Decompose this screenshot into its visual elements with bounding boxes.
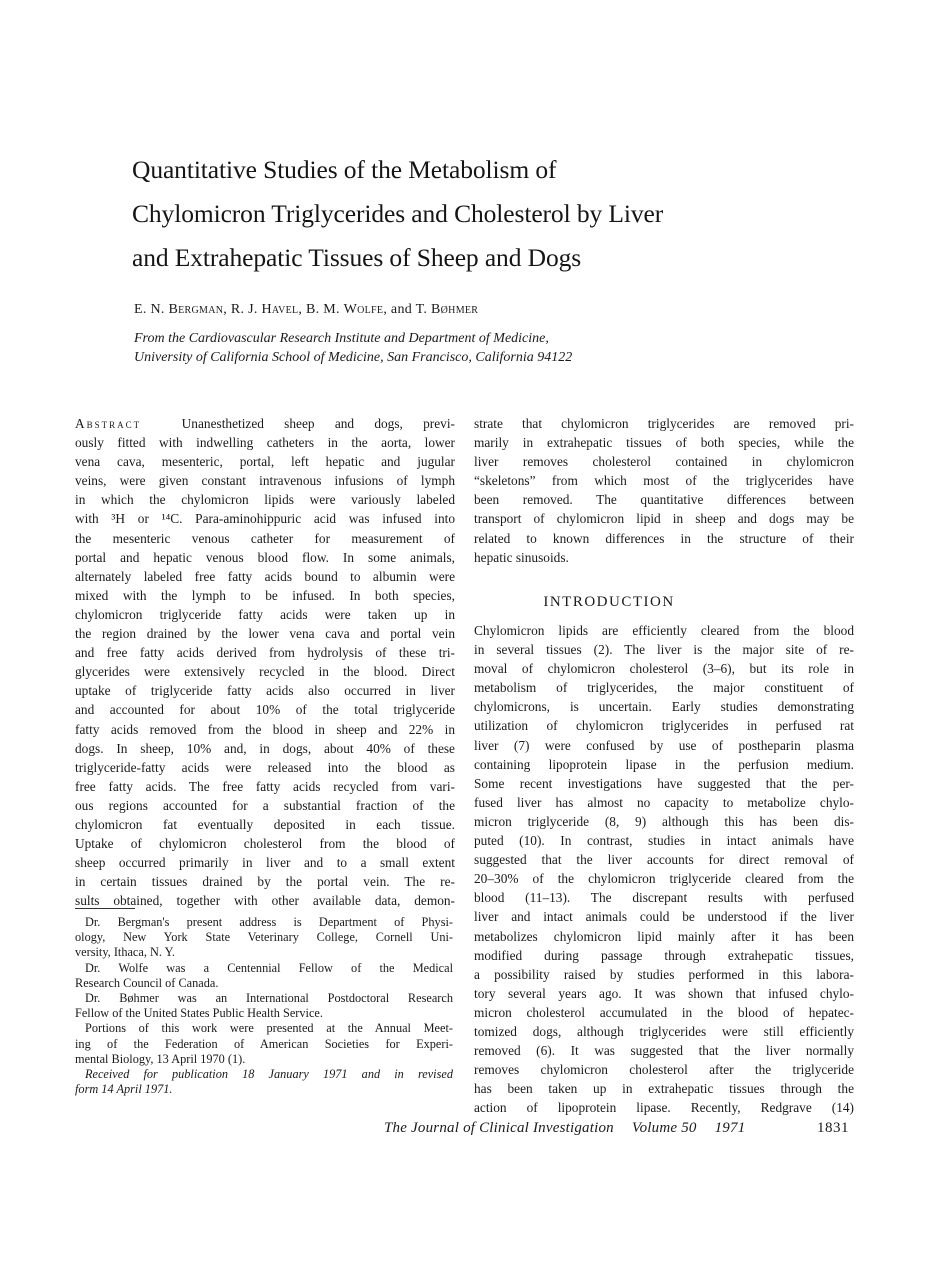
- footnote-line: ing of the Federation of American Societies for Experi-: [75, 1036, 453, 1051]
- footnote-line: Research Council of Canada.: [75, 975, 219, 990]
- abstract-line: portal and hepatic venous blood flow. In some animals,: [75, 549, 455, 565]
- body-text-line: removes chylomicron cholesterol after the triglyceride: [474, 1062, 854, 1078]
- footnote-line: Fellow of the United States Public Health Service.: [75, 1006, 323, 1021]
- abstract-left-column: [75, 414, 455, 910]
- footnote: [75, 1021, 453, 1067]
- journal-name: The Journal of Clinical Investigation: [384, 1120, 614, 1136]
- body-text-line: modified during passage through extrahepatic tissues,: [474, 947, 854, 963]
- body-text-line: action of lipoprotein lipase. Recently, Redgrave (14): [474, 1100, 854, 1116]
- footnote-line: Received for publication 18 January 1971 and in revised: [85, 1066, 453, 1081]
- abstract-line: free fatty acids. The free fatty acids recycled from vari-: [75, 778, 455, 794]
- body-text-line: puted (10). In contrast, studies in intact animals have: [474, 833, 854, 849]
- abstract-line: Uptake of chylomicron cholesterol from the blood of: [75, 836, 455, 852]
- abstract-line: uptake of triglyceride fatty acids also occurred in liver: [75, 683, 455, 699]
- footnote: [75, 991, 453, 1021]
- journal-footer: [384, 1120, 745, 1137]
- abstract-line: chylomicron triglyceride fatty acids were taken up in: [75, 606, 455, 622]
- abstract-line: alternately labeled free fatty acids bound to albumin were: [75, 568, 455, 584]
- body-text-line: liver (7) were confused by use of postheparin plasma: [474, 737, 854, 753]
- abstract-line: triglyceride-fatty acids were released into the blood as: [75, 759, 455, 775]
- abstract-line: dogs. In sheep, 10% and, in dogs, about 40% of these: [75, 740, 455, 756]
- journal-year: 1971: [714, 1120, 746, 1136]
- abstract-line: transport of chylomicron lipid in sheep and dogs may be: [474, 511, 854, 527]
- title-line: and Extrahepatic Tissues of Sheep and Dogs: [132, 243, 582, 272]
- abstract-line: sheep occurred primarily in liver and to a small extent: [75, 855, 455, 871]
- abstract-line: marily in extrahepatic tissues of both species, while the: [474, 435, 854, 451]
- body-text-line: suggested that the liver accounts for direct removal of: [474, 852, 854, 868]
- abstract-line: the region drained by the lower vena cava and portal vein: [75, 626, 455, 642]
- footnote-divider: [75, 908, 135, 909]
- body-text-line: metabolism of triglycerides, the major constituent of: [474, 680, 854, 696]
- abstract-line: “skeletons” from which most of the triglycerides have: [474, 473, 854, 489]
- abstract-line: Unanesthetized sheep and dogs, previ-: [181, 416, 455, 431]
- abstract-first-line: [75, 414, 455, 433]
- section-heading: INTRODUCTION: [543, 594, 675, 610]
- body-text-line: has been taken up in extrahepatic tissues through the: [474, 1081, 854, 1097]
- body-text-line: tomized dogs, although triglycerides were still efficiently: [474, 1023, 854, 1039]
- abstract-line: liver removes cholesterol contained in chylomicron: [474, 454, 854, 470]
- footnote-line: Dr. Wolfe was a Centennial Fellow of the Medical: [85, 960, 453, 975]
- body-text-line: moval of chylomicron cholesterol (3–6), but its role in: [474, 661, 854, 677]
- body-text-line: a possibility raised by studies performed in this labora-: [474, 966, 854, 982]
- abstract-line: ously fitted with indwelling catheters in the aorta, lower: [75, 435, 455, 451]
- body-text-line: blood (11–13). The discrepant results with perfused: [474, 890, 854, 906]
- body-text-line: micron triglyceride (8, 9) although this has been dis-: [474, 813, 854, 829]
- footnote: [75, 961, 453, 991]
- footnote-line: form 14 April 1971.: [75, 1082, 173, 1097]
- affiliation-line: University of California School of Medicine, San Francisco, California 94122: [134, 350, 573, 365]
- footnote: [75, 915, 453, 961]
- abstract-line: ous regions accounted for a substantial fraction of the: [75, 797, 455, 813]
- abstract-line: hepatic sinusoids.: [474, 549, 569, 565]
- abstract-line: in certain tissues drained by the portal vein. The re-: [75, 874, 455, 890]
- abstract-label: Abstract: [75, 416, 142, 431]
- abstract-line: sults obtained, together with other available data, demon-: [75, 893, 455, 909]
- abstract-right-column: [474, 414, 854, 567]
- author-list: [134, 302, 478, 318]
- body-text-line: 20–30% of the chylomicron triglyceride cleared from the: [474, 871, 854, 887]
- abstract-line: fatty acids removed from the blood in sheep and 22% in: [75, 721, 455, 737]
- footnote: [75, 1067, 453, 1097]
- abstract-line: with ³H or ¹⁴C. Para-aminohippuric acid was infused into: [75, 511, 455, 527]
- footnote-line: mental Biology, 13 April 1970 (1).: [75, 1051, 246, 1066]
- article-title: [132, 148, 772, 280]
- abstract-line: and accounted for about 10% of the total triglyceride: [75, 702, 455, 718]
- abstract-line: chylomicron fat eventually deposited in each tissue.: [75, 816, 455, 832]
- title-line: Quantitative Studies of the Metabolism of: [132, 155, 557, 184]
- abstract-line: been removed. The quantitative differences between: [474, 492, 854, 508]
- journal-volume: Volume 50: [631, 1120, 697, 1136]
- footnote-line: Portions of this work were presented at the Annual Meet-: [85, 1021, 453, 1036]
- footnote-line: Dr. Bergman's present address is Department of Physi-: [85, 915, 453, 929]
- footnote-line: Dr. Bøhmer was an International Postdoctoral Research: [85, 990, 453, 1005]
- body-text-line: tory several years ago. It was shown that infused chylo-: [474, 985, 854, 1001]
- abstract-line: vena cava, mesenteric, portal, left hepatic and jugular: [75, 454, 455, 470]
- body-text-line: Some recent investigations have suggested that the per-: [474, 775, 854, 791]
- affiliation-line: From the Cardiovascular Research Institute and Department of Medicine,: [134, 331, 549, 346]
- abstract-line: related to known differences in the structure of their: [474, 530, 854, 546]
- title-line: Chylomicron Triglycerides and Cholesterol by Liver: [132, 199, 664, 228]
- abstract-line: glycerides were extensively recycled in the blood. Direct: [75, 664, 455, 680]
- body-text-line: Chylomicron lipids are efficiently cleared from the blood: [474, 623, 854, 638]
- body-text-line: metabolizes chylomicron lipid mainly after it has been: [474, 928, 854, 944]
- footnote-line: versity, Ithaca, N. Y.: [75, 945, 175, 960]
- abstract-line: and free fatty acids derived from hydrolysis of these tri-: [75, 645, 455, 661]
- abstract-line: in which the chylomicron lipids were variously labeled: [75, 492, 455, 508]
- page-number: 1831: [817, 1120, 849, 1136]
- body-text-line: liver and intact animals could be understood if the liver: [474, 909, 854, 925]
- body-text-line: utilization of chylomicron triglycerides in perfused rat: [474, 718, 854, 734]
- footnotes: [75, 915, 453, 1097]
- affiliation: [134, 329, 694, 367]
- abstract-line: veins, were given constant intravenous infusions of lymph: [75, 473, 455, 489]
- body-text-line: in several tissues (2). The liver is the major site of re-: [474, 642, 854, 658]
- introduction-body: [474, 621, 854, 1117]
- abstract-body: [75, 433, 455, 910]
- abstract-line: the mesenteric venous catheter for measurement of: [75, 530, 455, 546]
- abstract-line: strate that chylomicron triglycerides are removed pri-: [474, 416, 854, 431]
- authors-text: E. N. Bergman, R. J. Havel, B. M. Wolfe, and T. Bøhmer: [134, 302, 479, 317]
- body-text-line: micron cholesterol accumulated in the blood of hepatec-: [474, 1004, 854, 1020]
- body-text-line: chylomicrons, is uncertain. Early studies demonstrating: [474, 699, 854, 715]
- body-text-line: removed (6). It was suggested that the liver normally: [474, 1043, 854, 1059]
- abstract-line: mixed with the lymph to be infused. In both species,: [75, 587, 455, 603]
- body-text-line: fused liver has almost no capacity to metabolize chylo-: [474, 794, 854, 810]
- footnote-line: ology, New York State Veterinary College, Cornell Uni-: [75, 930, 453, 945]
- body-text-line: containing lipoprotein lipase in the perfusion medium.: [474, 756, 854, 772]
